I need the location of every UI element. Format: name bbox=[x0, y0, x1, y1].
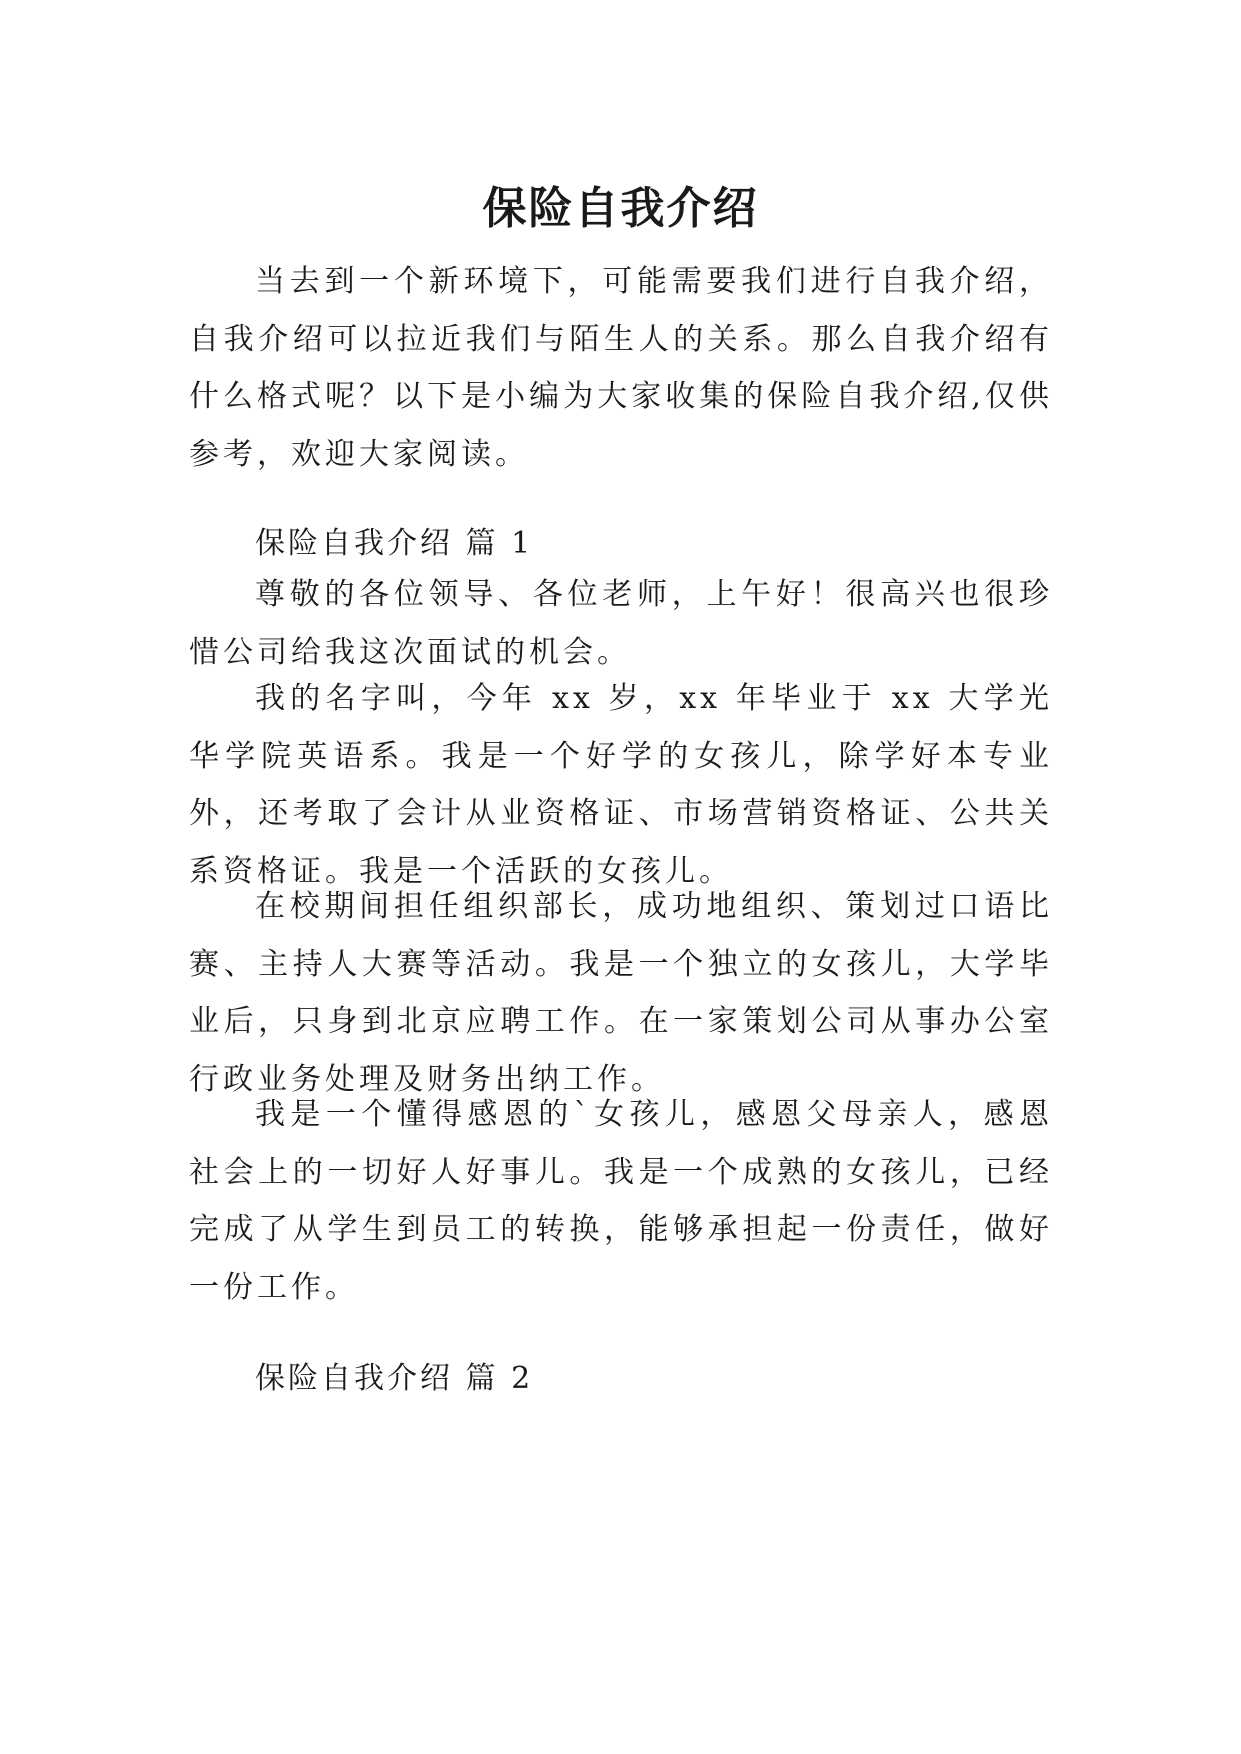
section-1-paragraph-2: 我的名字叫，今年 xx 岁，xx 年毕业于 xx 大学光华学院英语系。我是一个好学的女孩儿，除学好本专业外，还考取了会计从业资格证、市场营销资格证、公共关系资格证。我是一个活跃的女孩儿。 bbox=[189, 681, 1053, 889]
section-heading-2: 保险自我介绍 篇 2 bbox=[255, 1361, 534, 1396]
document-title: 保险自我介绍 bbox=[482, 183, 759, 235]
intro-paragraph: 当去到一个新环境下，可能需要我们进行自我介绍，自我介绍可以拉近我们与陌生人的关系。那么自我介绍有什么格式呢？以下是小编为大家收集的保险自我介绍,仅供参考，欢迎大家阅读。 bbox=[189, 264, 1053, 472]
section-1-paragraph-1: 尊敬的各位领导、各位老师，上午好！很高兴也很珍惜公司给我这次面试的机会。 bbox=[189, 577, 1053, 670]
section-1-paragraph-3: 在校期间担任组织部长，成功地组织、策划过口语比赛、主持人大赛等活动。我是一个独立的女孩儿，大学毕业后，只身到北京应聘工作。在一家策划公司从事办公室行政业务处理及财务出纳工作。 bbox=[189, 889, 1053, 1097]
section-heading-1: 保险自我介绍 篇 1 bbox=[255, 526, 534, 561]
section-1-paragraph-4: 我是一个懂得感恩的`女孩儿，感恩父母亲人，感恩社会上的一切好人好事儿。我是一个成熟的女孩儿，已经完成了从学生到员工的转换，能够承担起一份责任，做好一份工作。 bbox=[189, 1097, 1053, 1305]
